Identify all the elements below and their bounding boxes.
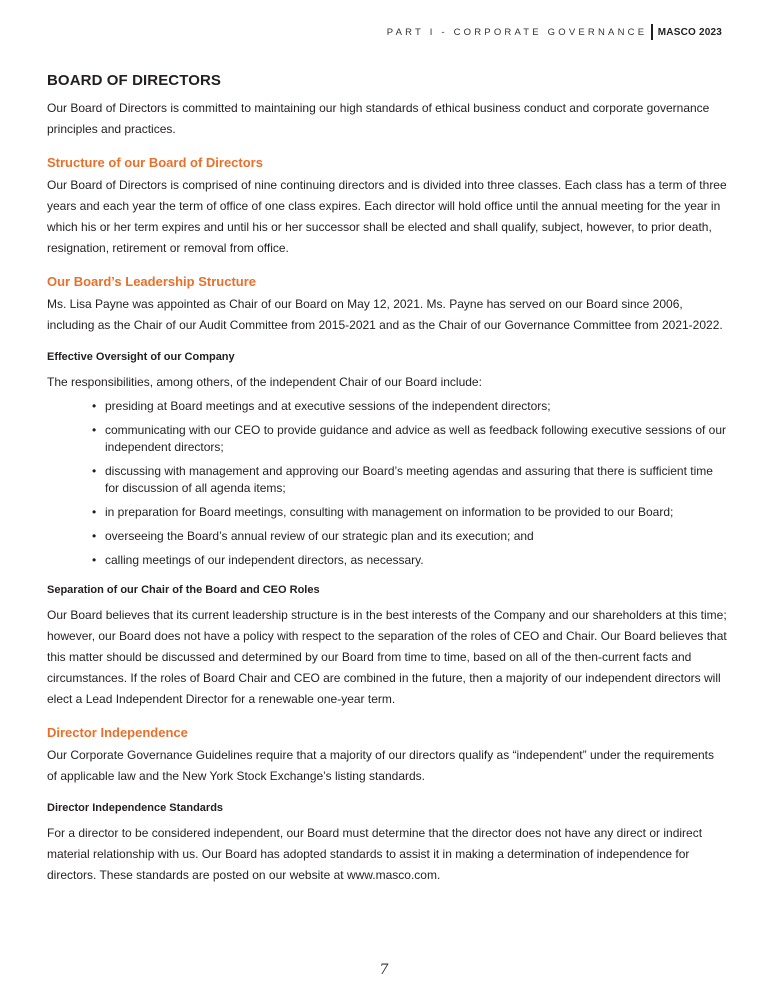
list-item: • overseeing the Board’s annual review of our strategic plan and its execution; and — [92, 529, 534, 543]
page-title: BOARD OF DIRECTORS — [47, 72, 222, 89]
leadership-paragraph: Ms. Lisa Payne was appointed as Chair of our Board on May 12, 2021. Ms. Payne has served on our Board since 2006, including as the Chair of our Audit Committee from 2015-2021 and as the Chair of our Governance Committee from 2021-2022. — [47, 297, 723, 332]
intro-paragraph: Our Board of Directors is committed to maintaining our high standards of ethical business conduct and corporate governance principles and practices. — [47, 101, 710, 136]
oversight-heading: Effective Oversight of our Company — [47, 351, 235, 363]
bullet-icon: • — [92, 529, 97, 543]
standards-paragraph: For a director to be considered independent, our Board must determine that the director does not have any direct or indirect material relationship with us. Our Board has adopted standards to assist it in making a determination of independence for directors. These standards are posted on our website at www.masco.com. — [47, 826, 703, 882]
bullet-icon: • — [92, 399, 97, 413]
structure-heading: Structure of our Board of Directors — [47, 155, 263, 170]
list-item: • communicating with our CEO to provide guidance and advice as well as feedback following executive sessions of our independent directors; — [92, 423, 726, 454]
responsibilities-list — [47, 398, 727, 569]
standards-heading: Director Independence Standards — [47, 802, 224, 814]
header-section-label: PART I - CORPORATE GOVERNANCE — [386, 26, 648, 38]
structure-paragraph: Our Board of Directors is comprised of nine continuing directors and is divided into three classes. Each class has a term of three years and each year the term of office of one class expires. Each director will hold office until the annual meeting for the year in which his or her term expires and until his or her successor shall be elected and shall qualify, subject, however, to prior death, resignation, retirement or removal from office. — [47, 178, 727, 255]
independence-paragraph: Our Corporate Governance Guidelines require that a majority of our directors qualify as “independent” under the requirements of applicable law and the New York Stock Exchange’s listing standards. — [47, 748, 715, 783]
bullet-icon: • — [92, 553, 97, 567]
page-number: 7 — [379, 962, 389, 978]
page-content — [47, 72, 727, 886]
list-item: • presiding at Board meetings and at executive sessions of the independent directors; — [92, 399, 551, 413]
separation-paragraph: Our Board believes that its current leadership structure is in the best interests of the Company and our shareholders at this time; however, our Board does not have a policy with respect to the separation of the roles of CEO and Chair. Our Board believes that this matter should be discussed and determined by our Board from time to time, based on all of the then-current facts and circumstances. If the roles of Board Chair and CEO are combined in the future, then a majority of our independent directors will elect a Lead Independent Director for a renewable one-year term. — [47, 608, 727, 706]
bullet-icon: • — [92, 464, 97, 478]
list-item: • calling meetings of our independent directors, as necessary. — [92, 553, 424, 567]
list-item: • discussing with management and approving our Board’s meeting agendas and assuring that there is sufficient time for discussion of all agenda items; — [92, 464, 713, 495]
page-header — [387, 24, 722, 40]
bullet-icon: • — [92, 423, 97, 437]
header-brand: MASCO 2023 — [657, 26, 722, 38]
independence-heading: Director Independence — [47, 725, 188, 740]
header-divider — [651, 24, 653, 40]
list-item: • in preparation for Board meetings, consulting with management on information to be provided to our Board; — [92, 505, 674, 519]
oversight-intro: The responsibilities, among others, of the independent Chair of our Board include: — [47, 375, 482, 389]
separation-heading: Separation of our Chair of the Board and CEO Roles — [47, 584, 320, 596]
bullet-icon: • — [92, 505, 97, 519]
leadership-heading: Our Board’s Leadership Structure — [47, 274, 257, 289]
